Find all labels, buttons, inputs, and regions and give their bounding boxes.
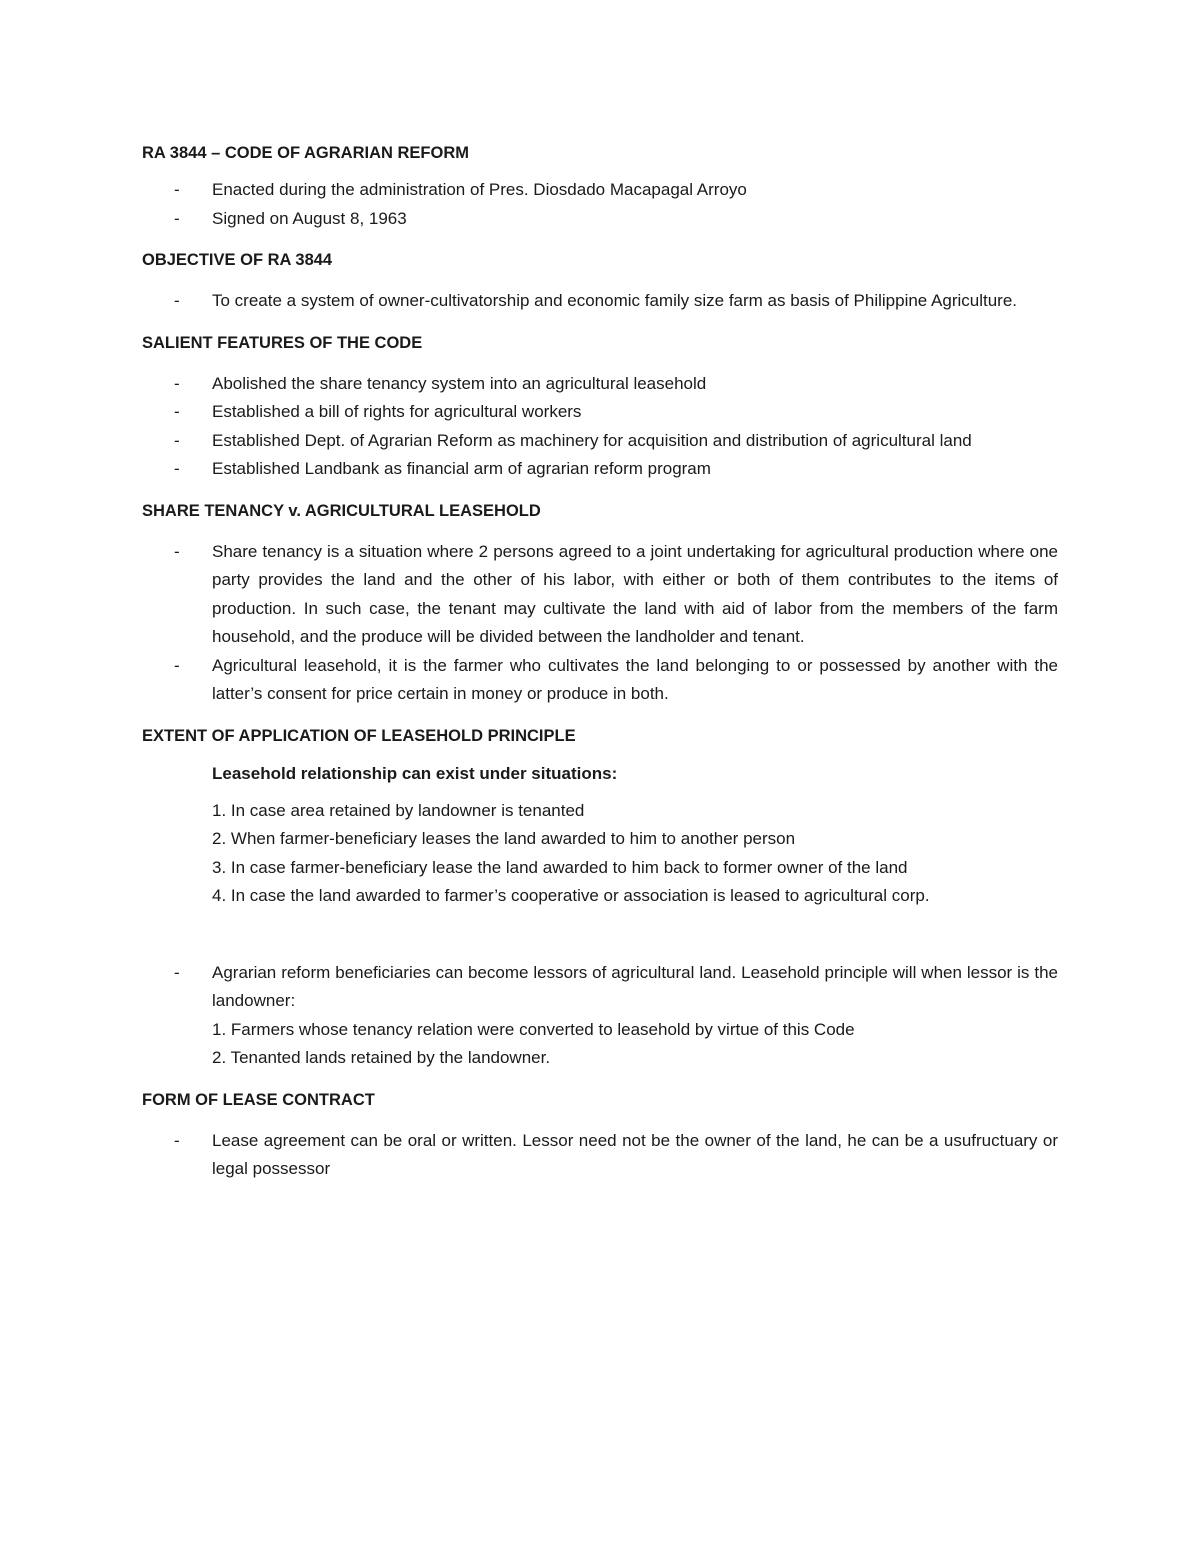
list-item: - Established a bill of rights for agricultural workers [142,398,1058,427]
dash-bullet: - [174,180,180,199]
list-item: 2. Tenanted lands retained by the landowner. [212,1048,551,1067]
list-item: - Abolished the share tenancy system into an agricultural leasehold [142,370,1058,399]
salient-heading: SALIENT FEATURES OF THE CODE [142,333,423,352]
list-item: 3. In case farmer-beneficiary lease the land awarded to him back to former owner of the land [212,857,908,877]
dash-bullet: - [174,291,180,310]
dash-bullet: - [174,1130,180,1150]
share-tenancy-heading: SHARE TENANCY v. AGRICULTURAL LEASEHOLD [142,501,541,520]
dash-bullet: - [174,402,180,421]
list-item: 1. In case area retained by landowner is tenanted [212,800,585,820]
list-item: - Established Dept. of Agrarian Reform as machinery for acquisition and distribution of agricultural land [142,427,1058,456]
salient-list [142,370,1058,484]
dash-bullet: - [174,430,180,450]
intro-list [142,176,1058,233]
objective-list [142,287,1058,316]
list-item: - To create a system of owner-cultivatorship and economic family size farm as basis of Philippine Agriculture. [142,287,1058,316]
dash-bullet: - [174,373,180,393]
lease-contract-heading: FORM OF LEASE CONTRACT [142,1090,375,1109]
lessor-list [142,959,1058,1073]
lease-contract-list [142,1127,1058,1184]
list-item: 1. Farmers whose tenancy relation were converted to leasehold by virtue of this Code [212,1019,855,1039]
dash-bullet: - [174,541,180,561]
list-item: - Established Landbank as financial arm of agrarian reform program [142,455,1058,484]
list-item: - Lease agreement can be oral or written. Lessor need not be the owner of the land, he can be a usufructuary or legal possessor [142,1127,1058,1184]
situations-list [142,797,1058,911]
extent-subheading: Leasehold relationship can exist under situations: [212,763,618,783]
list-item: - Signed on August 8, 1963 [142,205,1058,234]
list-item: - Enacted during the administration of Pres. Diosdado Macapagal Arroyo [142,176,1058,205]
list-item: - Share tenancy is a situation where 2 persons agreed to a joint undertaking for agricultural production where one party provides the land and the other of his labor, with either or both of them contributes to the items of production. In such case, the tenant may cultivate the land with aid of labor from the members of the farm household, and the produce will be divided between the landholder and tenant. [142,538,1058,652]
extent-heading: EXTENT OF APPLICATION OF LEASEHOLD PRINCIPLE [142,726,576,745]
list-item: - Agricultural leasehold, it is the farmer who cultivates the land belonging to or possessed by another with the latter’s consent for price certain in money or produce in both. [142,652,1058,709]
document-title: RA 3844 – CODE OF AGRARIAN REFORM [142,144,469,162]
list-item: - Agrarian reform beneficiaries can become lessors of agricultural land. Leasehold principle will when lessor is the landowner: 1. Farmers whose tenancy relation were converted to leasehold by virtue of this Code 2. Tenanted lands retained by the landowner. [142,959,1058,1073]
lessor-sub-list [212,1016,1058,1073]
objective-heading: OBJECTIVE OF RA 3844 [142,251,333,269]
dash-bullet: - [174,962,180,982]
document-content [142,142,1058,1184]
list-item: 2. When farmer-beneficiary leases the land awarded to him to another person [212,829,796,848]
dash-bullet: - [174,459,180,478]
list-item: 4. In case the land awarded to farmer’s cooperative or association is leased to agricultural corp. [212,886,930,905]
dash-bullet: - [174,655,180,675]
share-tenancy-list [142,538,1058,709]
dash-bullet: - [174,208,180,228]
